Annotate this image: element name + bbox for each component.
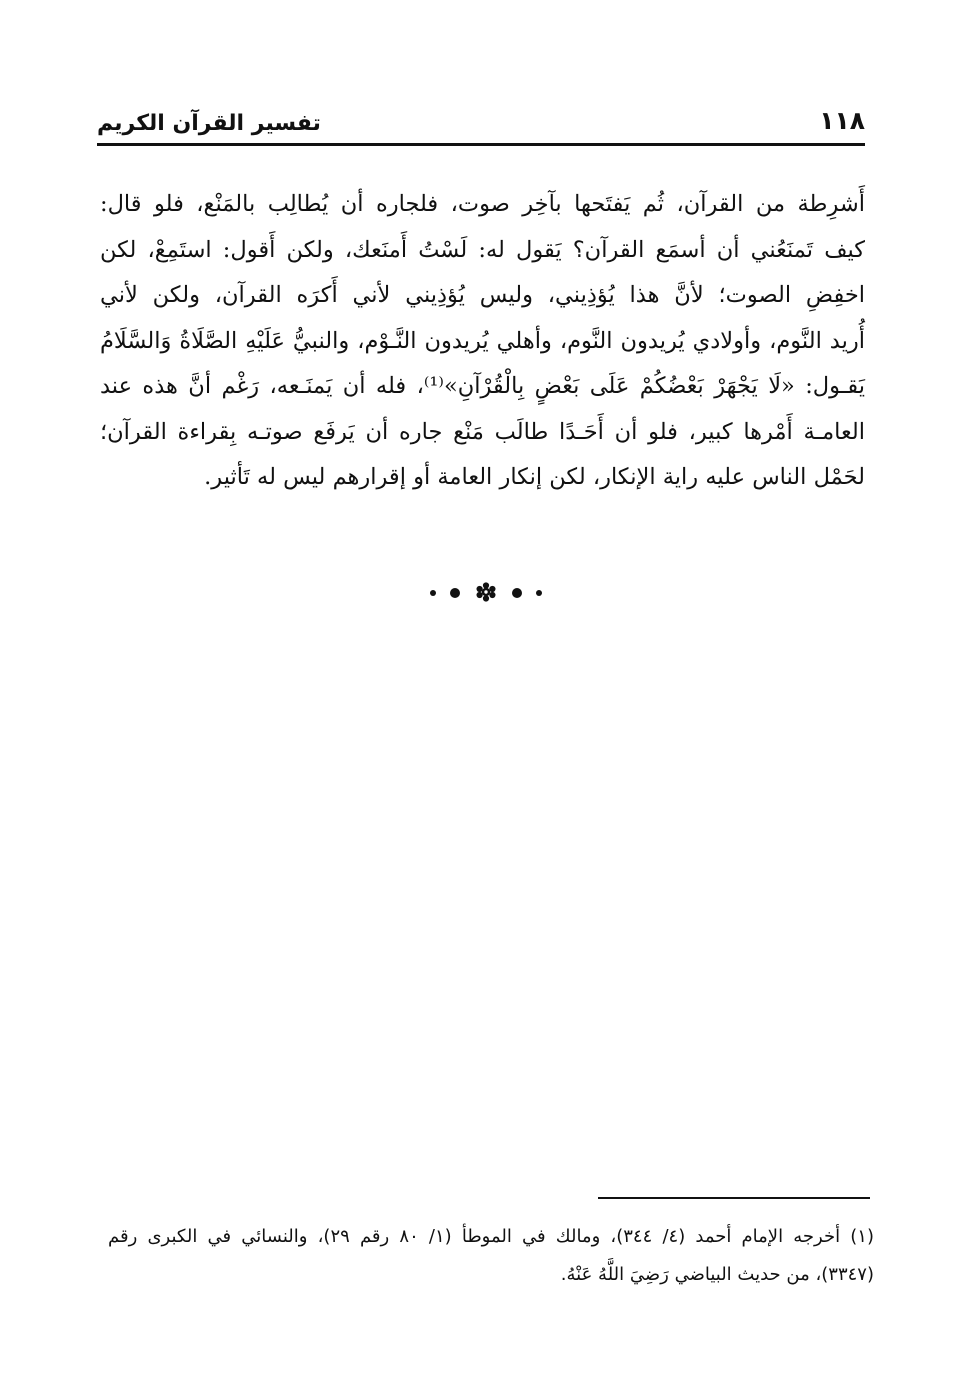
text-line-2: كيف تَمنَعُني أن أسمَع القرآن؟ يَقول له: لَسْتُ أَمنَعك، ولكن أَقول: استَمِعْ، لكن (100, 236, 865, 263)
ornament-dot-right-small (536, 590, 542, 596)
header-divider (97, 143, 865, 146)
text-line-5: يَقـول: «لَا يَجْهَرْ بَعْضُكُمْ عَلَى بَعْضٍ بِالْقُرْآنِ»⁽¹⁾، فله أن يَمنَـعه، رَغْم أنَّ هذه عند (100, 373, 865, 399)
ornament-dot-right-medium (512, 588, 522, 598)
footnote-divider (598, 1197, 870, 1199)
footnotes (108, 1218, 874, 1294)
running-title: تفسير القرآن الكريم (97, 111, 321, 136)
footnote-line-1: (١) أخرجه الإمام أحمد (٤/ ٣٤٤)، ومالك في الموطأ (١/ ٨٠ رقم ٢٩)، والنسائي في الكبرى رقم (108, 1226, 874, 1247)
flower-ornament-icon (475, 582, 497, 602)
text-line-1: أَشرِطة من القرآن، ثُم يَفتَحها بآخِر صوت، فلجاره أن يُطالِب بالمَنْع، فلو قال: (100, 191, 865, 217)
ornament-dot-left-small (430, 590, 436, 596)
main-text (100, 182, 865, 501)
text-line-3: اخفِضِ الصوت؛ لأنَّ هذا يُؤذِيني، وليس يُؤذِيني لأني أَكرَه القرآن، ولكن لأني (100, 282, 865, 308)
footnote-line-2: (٣٣٤٧)، من حديث البياضي رَضِيَ اللَّهُ عَنْهُ. (560, 1264, 874, 1285)
text-line-7: لحَمْل الناس عليه راية الإنكار، لكن إنكار العامة أو إقرارهم ليس له تَأثير. (204, 464, 865, 490)
text-line-4: أُريد النَّوم، وأولادي يُريدون النَّوم، وأهلي يُريدون النَّـوْم، والنبيُّ عَلَيْهِ الصَّلَاةُ وَالسَّلَامُ (100, 327, 865, 354)
ornament-dot-left-medium (450, 588, 460, 598)
section-ornament (430, 582, 542, 602)
page-number: ١١٨ (819, 106, 865, 135)
text-line-6: العامـة أَمْرها كبير، فلو أن أَحَـدًا طالَب مَنْع جاره أن يَرفَع صوتـه بِقراءة القرآن؛ (100, 418, 865, 445)
running-header (97, 106, 865, 146)
